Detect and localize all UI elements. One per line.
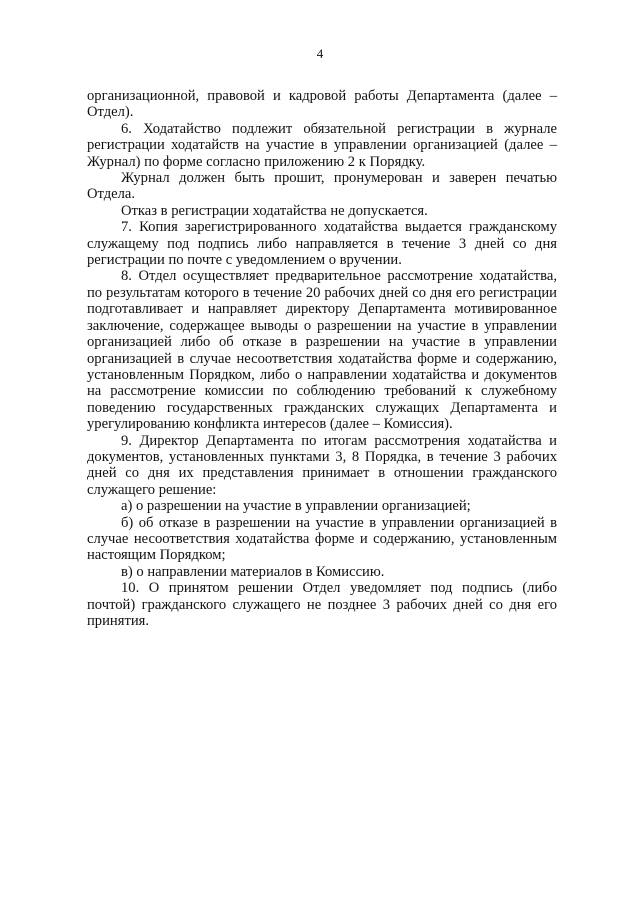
paragraph-item-9a: а) о разрешении на участие в управлении организацией; bbox=[121, 498, 471, 515]
paragraph-continuation: организационной, правовой и кадровой работы Департамента (далее – Отдел). bbox=[87, 88, 557, 121]
paragraph-item-9c: в) о направлении материалов в Комиссию. bbox=[121, 563, 385, 580]
paragraph-journal-requirements: Журнал должен быть прошит, пронумерован и заверен печатью Отдела. bbox=[87, 170, 557, 203]
paragraph-item-10: 10. О принятом решении Отдел уведомляет под подпись (либо почтой) гражданского служащего не позднее 3 рабочих дней со дня его принятия. bbox=[87, 580, 557, 629]
paragraph-item-9: 9. Директор Департамента по итогам рассмотрения ходатайства и документов, установленных пунктами 3, 8 Порядка, в течение 3 рабочих дней со дня их представления принимает в отношении гражданского служащего решение: bbox=[87, 432, 557, 498]
paragraph-item-7: 7. Копия зарегистрированного ходатайства выдается гражданскому служащему под подпись либо направляется в течение 3 дней со дня регистрации по почте с уведомлением о вручении. bbox=[87, 219, 557, 269]
paragraph-item-6: 6. Ходатайство подлежит обязательной регистрации в журнале регистрации ходатайств на участие в управлении организацией (далее – Журнал) по форме согласно приложению 2 к Порядку. bbox=[87, 120, 557, 170]
paragraph-item-9b: б) об отказе в разрешении на участие в управлении организацией в случае несоответствия ходатайства форме и содержанию, установленным настоящим Порядком; bbox=[87, 514, 557, 564]
paragraph-item-8: 8. Отдел осуществляет предварительное рассмотрение ходатайства, по результатам которого в течение 20 рабочих дней со дня его регистрации подготавливает и направляет директору Департамента мотивированное заключение, содержащее выводы о разрешении на участие в управлении организацией либо об отказе в разрешении на участие в управлении организацией в случае несоответствия ходатайства форме и содержанию, установленным Порядком, либо о направлении ходатайства и документов на рассмотрение комиссии по соблюдению требований к служебному поведению государственных гражданских служащих Департамента и урегулированию конфликта интересов (далее – Комиссия). bbox=[87, 268, 557, 433]
paragraph-no-refusal: Отказ в регистрации ходатайства не допускается. bbox=[121, 202, 428, 219]
document-body bbox=[87, 88, 557, 629]
page-number: 4 bbox=[316, 46, 324, 61]
